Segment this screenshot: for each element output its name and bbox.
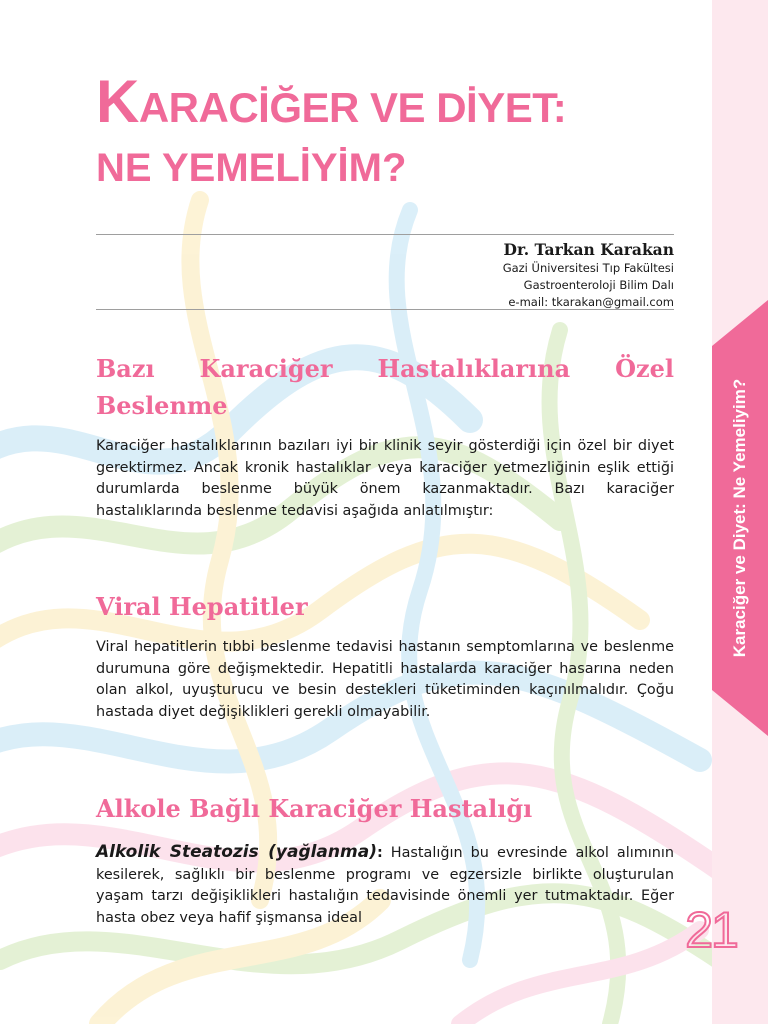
- author-institution: Gazi Üniversitesi Tıp Fakültesi: [502, 261, 674, 275]
- side-tab-label: Karaciğer ve Diyet: Ne Yemeliyim?: [730, 378, 749, 658]
- page-number: [680, 900, 742, 960]
- section-heading-special-nutrition: Bazı Karaciğer Hastalıklarına Özel Beslenme: [96, 354, 674, 420]
- divider-bottom: [96, 309, 674, 310]
- section-heading-viral-hepatitis: Viral Hepatitler: [96, 592, 308, 621]
- author-block: [503, 240, 674, 311]
- section-body-viral-hepatitis: Viral hepatitlerin tıbbi beslenme tedavisi hastanın semptomlarına ve beslenme durumuna göre değişmektedir. Hepatitli hastalarda karaciğer hasarına neden olan alkol, uyuşturucu ve besin destekleri tüketiminden kaçınılmalıdır. Çoğu hastada diyet değişiklikleri gerekli olmayabilir.: [96, 639, 674, 720]
- author-name: Dr. Tarkan Karakan: [503, 240, 674, 259]
- term-suffix: :: [376, 845, 383, 861]
- title-line-2: NE YEMELİYİM?: [96, 146, 407, 190]
- section-body-special-nutrition: Karaciğer hastalıklarının bazıları iyi bir klinik seyir gösterdiği için özel bir diyet gerektirmez. Ancak kronik hastalıklar veya karaciğer yetmezliğinin eşlik ettiği durumlarda beslenme büyük önem kazanmaktadır. Bazı karaciğer hastalıklarında beslenme tedavisi aşağıda anlatılmıştır:: [96, 438, 674, 519]
- divider-top: [96, 234, 674, 235]
- author-email: e-mail: tkarakan@gmail.com: [508, 295, 674, 309]
- section-body-alcoholic-liver: [96, 842, 674, 929]
- title-line-1: [96, 68, 696, 138]
- title-initial: K: [96, 68, 139, 135]
- alcoholic-liver-text: Hastalığın bu evresinde alkol alımının kesilerek, sağlıklı bir beslenme programı ve egzersizle birlikte oluşturulan yaşam tarzı değişiklikleri hastalığın tedavisinde önemli yer tutmaktadır. Eğer hasta obez veya hafif şişmansa ideal: [96, 845, 674, 926]
- author-department: Gastroenteroloji Bilim Dalı: [523, 278, 674, 292]
- page-number-text: 21: [685, 902, 737, 958]
- section-heading-alcoholic-liver: Alkole Bağlı Karaciğer Hastalığı: [96, 794, 533, 823]
- page-title: [96, 68, 696, 190]
- term-alcoholic-steatosis: Alkolik Steatozis (yağlanma): [96, 842, 377, 862]
- title-rest: ARACİĞER VE DİYET:: [138, 84, 567, 131]
